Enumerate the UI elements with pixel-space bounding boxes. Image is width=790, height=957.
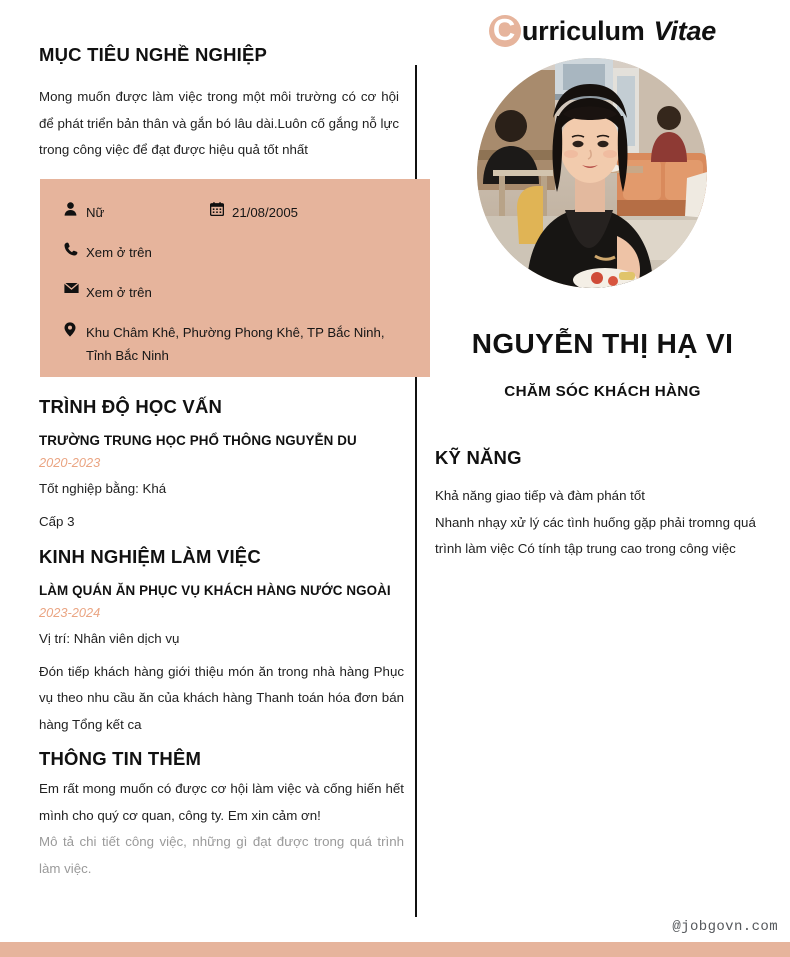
education-section: [39, 396, 404, 535]
location-pin-icon: [64, 321, 86, 337]
experience-period: 2023-2024: [39, 605, 101, 620]
calendar-icon: [210, 201, 232, 216]
objective-section: [39, 44, 399, 164]
skill-line: Khả năng giao tiếp và đàm phán tốt: [435, 488, 645, 503]
contact-panel: [40, 179, 430, 377]
experience-heading: KINH NGHIỆM LÀM VIỆC: [39, 546, 261, 567]
logo-word-vitae: Vitae: [653, 15, 717, 46]
cv-logo: [415, 14, 790, 48]
objective-text: Mong muốn được làm việc trong một môi trường có cơ hội để phát triển bản thân và gắn bó lâu dài.Luôn cố gắng nỗ lực trong công việc để đạt được hiệu quả tốt nhất: [39, 89, 399, 158]
experience-entry: [39, 583, 404, 738]
contact-row-email: [64, 281, 430, 304]
logo-circle-c: [489, 14, 521, 48]
contact-gender: [64, 201, 210, 224]
education-school: TRƯỜNG TRUNG HỌC PHỔ THÔNG NGUYỄN DU: [39, 433, 357, 448]
watermark: @jobgovn.com: [672, 919, 778, 935]
profile-photo: [477, 58, 707, 288]
extra-info-section: [39, 748, 404, 882]
logo-c-letter: C: [492, 12, 516, 47]
experience-section: [39, 546, 404, 738]
job-role: CHĂM SÓC KHÁCH HÀNG: [504, 383, 701, 400]
experience-description: Đón tiếp khách hàng giới thiệu món ăn trong nhà hàng Phục vụ theo nhu cầu ăn của khách hàng Thanh toán hóa đơn bán hàng Tổng kết ca: [39, 663, 404, 732]
contact-row-gender-birth: [64, 201, 430, 224]
contact-address-value: Khu Châm Khê, Phường Phong Khê, TP Bắc Ninh, Tỉnh Bắc Ninh: [86, 325, 385, 364]
bottom-accent-strip: [0, 942, 790, 957]
experience-position: Vị trí: Nhân viên dịch vụ: [39, 631, 180, 646]
skill-line: trình làm việc Có tính tập trung cao trong công việc: [435, 541, 736, 557]
education-grade: Tốt nghiệp bằng: Khá: [39, 481, 167, 496]
contact-row-phone: [64, 241, 430, 264]
extra-info-placeholder: Mô tả chi tiết công việc, những gì đạt được trong quá trình làm việc.: [39, 834, 404, 876]
contact-gender-value: Nữ: [86, 205, 105, 220]
skills-section: [435, 447, 765, 563]
skill-line: Nhanh nhạy xử lý các tình huống gặp phải tromng quá: [435, 514, 756, 530]
profile-photo-image: [477, 58, 707, 288]
contact-birthdate: [210, 201, 298, 224]
extra-info-heading: THÔNG TIN THÊM: [39, 748, 202, 769]
phone-icon: [64, 241, 86, 256]
extra-info-text: Em rất mong muốn có được cơ hội làm việc và cống hiến hết mình cho quý cơ quan, công ty. Em xin cảm ơn!: [39, 781, 404, 823]
contact-email-value: Xem ở trên: [86, 285, 152, 301]
skills-heading: KỸ NĂNG: [435, 447, 522, 468]
contact-phone-value: Xem ở trên: [86, 245, 152, 261]
envelope-icon: [64, 281, 86, 294]
education-heading: TRÌNH ĐỘ HỌC VẤN: [39, 396, 223, 417]
objective-heading: MỤC TIÊU NGHỀ NGHIỆP: [39, 44, 268, 65]
education-period: 2020-2023: [39, 455, 101, 470]
logo-word-curriculum: urriculum: [521, 15, 645, 46]
education-entry: [39, 433, 404, 535]
contact-birthdate-value: 21/08/2005: [232, 205, 299, 220]
education-level: Cấp 3: [39, 513, 75, 529]
person-icon: [64, 201, 86, 216]
page-title: NGUYỄN THỊ HẠ VI: [471, 328, 734, 359]
contact-row-address: [64, 321, 430, 367]
experience-title: LÀM QUÁN ĂN PHỤC VỤ KHÁCH HÀNG NƯỚC NGOÀI: [39, 583, 391, 598]
